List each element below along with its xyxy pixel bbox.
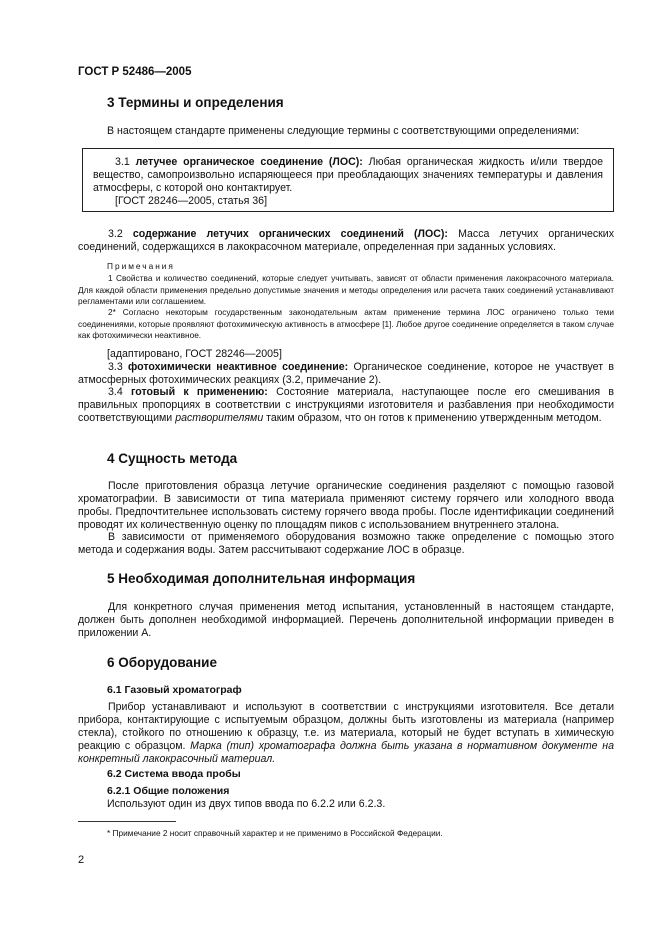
document-code: ГОСТ Р 52486—2005	[78, 66, 192, 78]
note-1: 1 Свойства и количество соединений, которые следует учитывать, зависят от области применения лакокрасочного материала. Для каждой области применения предельно допустимые значения и методы определения или расчета таких соединений устанавливают регламентами или соглашением.	[78, 273, 614, 307]
section-3-intro: В настоящем стандарте применены следующие термины с соответствующими определениями:	[107, 125, 580, 137]
subsection-6-2-1-title: 6.2.1 Общие положения	[107, 785, 230, 797]
definition-box	[82, 148, 614, 212]
subsection-6-1-title: 6.1 Газовый хроматограф	[107, 684, 242, 696]
term-3-1-number: 3.1	[115, 156, 130, 168]
subsection-6-1-paragraph: Прибор устанавливают и используют в соответствии с инструкциями изготовителя. Все детали прибора, контактирующие с испытуемым образцом, должны быть изготовлены из материала (например стекла), стойкого по отношению к образцу, т.е. из материала, который не будет вступать в химическую реакцию с образцом. Марка (тип) хроматографа должна быть указана в нормативном документе на конкретный лакокрасочный материал.	[78, 701, 614, 765]
page-number: 2	[78, 854, 85, 866]
subsection-6-1-italic-note: Марка (тип) хроматографа должна быть указана в нормативном документе на конкретный лакокрасочный материал.	[78, 739, 614, 765]
subsection-6-2-1-paragraph: Используют один из двух типов ввода по 6.2.2 или 6.2.3.	[107, 798, 386, 810]
term-3-1-term: летучее органическое соединение (ЛОС):	[135, 156, 363, 168]
term-3-4	[78, 386, 614, 425]
footnote-separator	[78, 821, 176, 822]
section-4-title: 4 Сущность метода	[107, 451, 238, 466]
section-5-paragraph: Для конкретного случая применения метод испытания, установленный в настоящем стандарте, должен быть дополнен необходимой информацией. Перечень дополнительной информации приведен в приложении А.	[78, 601, 614, 639]
subsection-6-2-title: 6.2 Система ввода пробы	[107, 768, 241, 780]
section-6-title: 6 Оборудование	[107, 655, 217, 670]
term-3-4-italic: растворителями	[175, 411, 264, 424]
term-3-3-number: 3.3	[108, 361, 123, 373]
term-3-1-definition: Любая органическая жидкость и/или твердое вещество, самопроизвольно испаряющееся при преобладающих значениях температуры и давления атмосферы, с которой оно контактирует.	[93, 156, 603, 194]
adapted-reference: [адаптировано, ГОСТ 28246—2005]	[107, 348, 282, 360]
term-3-2	[78, 228, 614, 254]
term-3-3	[78, 361, 614, 387]
section-4-paragraph-2: В зависимости от применяемого оборудования возможно также определение с помощью этого метода и содержания воды. Затем рассчитывают содержание ЛОС в образце.	[78, 531, 614, 556]
section-3-title: 3 Термины и определения	[107, 95, 284, 110]
term-3-4-definition: Состояние материала, наступающее после его смешивания в правильных пропорциях в соответствии с инструкциями изготовителя и разбавления при необходимости соответствующими	[78, 386, 614, 424]
note-2: 2* Согласно некоторым государственным законодательным актам применение термина ЛОС ограничено только теми соединениями, которые проявляют фотохимическую активность в атмосфере [1]. Любое другое соединение определяется в таком случае как фотохимически неактивное.	[78, 307, 614, 341]
section-5-title: 5 Необходимая дополнительная информация	[107, 571, 416, 586]
footnote: * Примечание 2 носит справочный характер и не применимо в Российской Федерации.	[107, 828, 443, 838]
term-3-4-definition-end: таким образом, что он готов к применению утвержденным методом.	[266, 411, 602, 424]
term-3-3-definition: Органическое соединение, которое не участвует в атмосферных фотохимических реакциях (3.2, примечание 2).	[78, 361, 614, 386]
term-3-2-number: 3.2	[108, 228, 123, 240]
term-3-3-term: фотохимически неактивное соединение:	[128, 361, 349, 373]
term-3-4-number: 3.4	[108, 386, 123, 398]
term-3-4-term: готовый к применению:	[131, 386, 268, 398]
term-3-2-definition: Масса летучих органических соединений, содержащихся в лакокрасочном материале, определенная при заданных условиях.	[78, 228, 614, 253]
term-3-1-reference: [ГОСТ 28246—2005, статья 36]	[115, 194, 268, 207]
term-3-2-term: содержание летучих органических соединений (ЛОС):	[132, 228, 448, 240]
section-4-paragraph-1: После приготовления образца летучие органические соединения разделяют с помощью газовой хроматографии. В зависимости от типа материала применяют систему горячего или холодного ввода пробы. Предпочтительнее использовать систему горячего ввода пробы. После идентификации соединений проводят их количественную оценку по площадям пиков с использованием внутреннего эталона.	[78, 480, 614, 531]
notes-title: Примечания	[107, 261, 175, 271]
term-3-1	[93, 156, 603, 208]
